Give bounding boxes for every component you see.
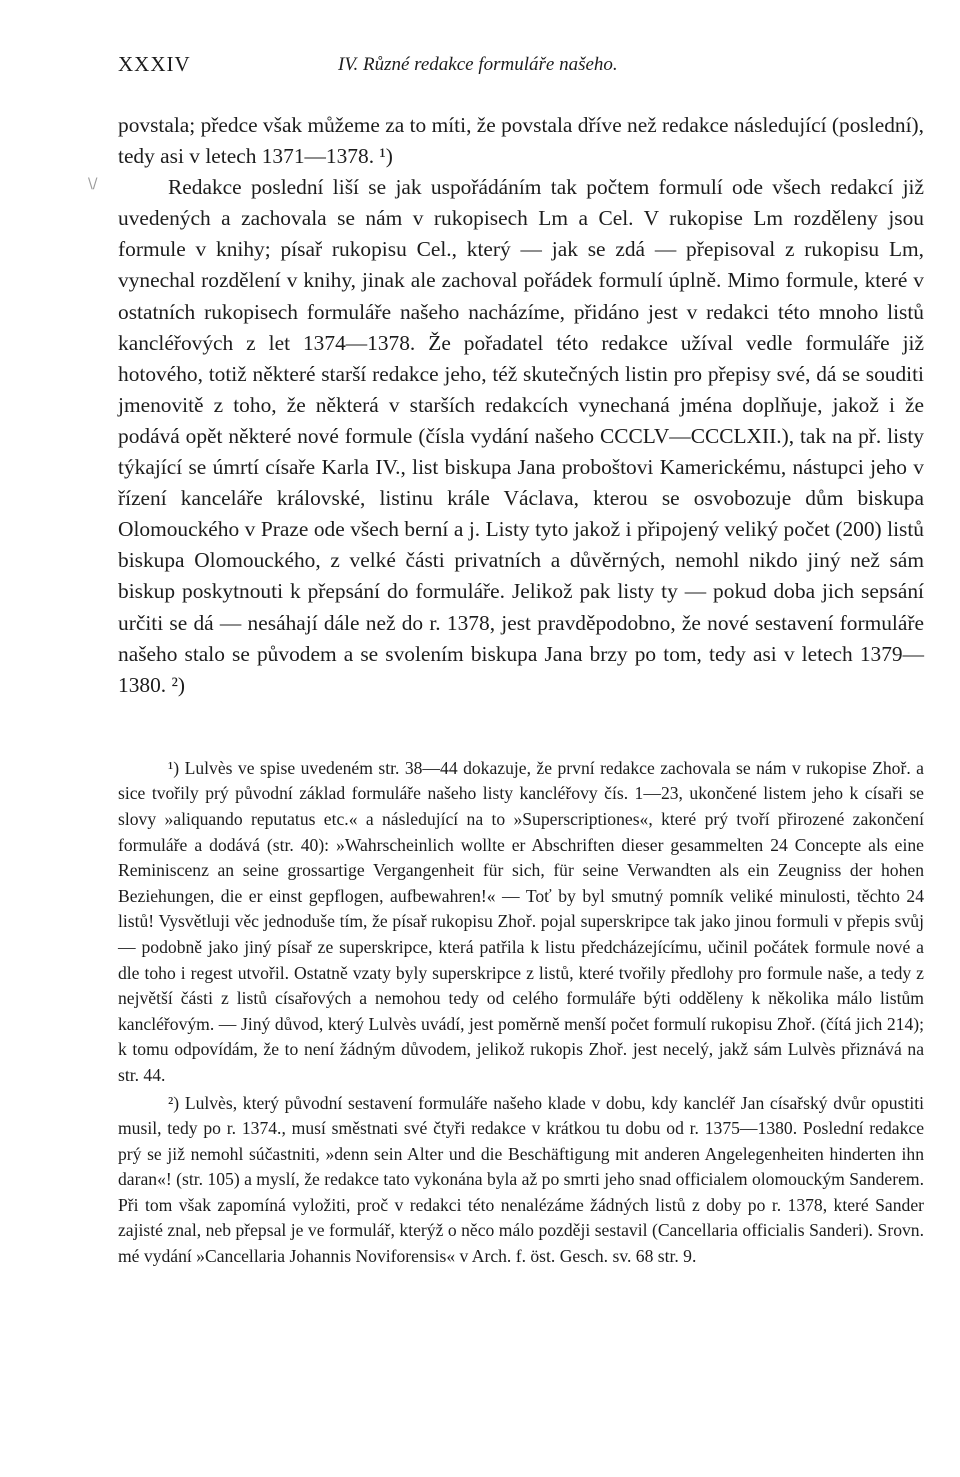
running-header bbox=[118, 52, 924, 82]
page-number: XXXIV bbox=[118, 52, 191, 76]
document-page bbox=[118, 52, 924, 1270]
footnote-1: ¹) Lulvès ve spise uvedeném str. 38—44 dokazuje, že první redakce zachovala se nám v rukopise Zhoř. a sice tvořily prý původní základ formuláře našeho listy kancléřovy čís. 1—23, ukončené listem jeho k císaři se slovy »aliquando reputatus etc.« a následující na to »Superscriptiones«, které prý tvoří přirozené zakončení formuláře a dodává (str. 40): »Wahrscheinlich wollte er Abschriften dieser gesammelten 24 Concepte als eine Reminiscenz an seine grossartige Vergangenheit für sich, für seine Verwandten als ein Zeugniss der hohen Beziehungen, die er einst gepflogen, aufbewahren!« — Toť by byl smutný pomník veliké minulosti, těchto 24 listů! Vysvětluji věc jednoduše tím, že písař rukopisu Zhoř. pojal superskripce tak jako jinou formuli v přepis svůj — podobně jako jiný písař ze superskripce, která patřila k listu předcházejícímu, učinil počátek formule nové a dle toho i regest utvořil. Ostatně vzaty byly superskripce z listů, které tvořily předlohy pro formule naše, a tedy z největší části z listů císařových a nemohou tedy od celého formuláře býti odděleny k několika málo listům kancléřovým. — Jiný důvod, který Lulvès uvádí, jest poměrně menší počet formulí rukopisu Zhoř. (čítá jich 214); k tomu odpovídám, že to není žádným důvodem, jelikož rukopis Zhoř. jest necelý, jakž sám Lulvès přiznává na str. 44. bbox=[118, 757, 924, 1085]
main-text bbox=[118, 110, 924, 701]
paragraph-continued: povstala; předce však můžeme za to míti, že povstala dříve než redakce následující (poslední), tedy asi v letech 1371—1378. ¹) bbox=[118, 113, 924, 169]
margin-pencil-mark: \/ bbox=[88, 176, 98, 192]
running-title: IV. Různé redakce formuláře našeho. bbox=[338, 54, 618, 75]
paragraph: Redakce poslední liší se jak uspořádáním tak počtem formulí ode všech redakcí již uvedených a zachovala se nám v rukopisech Lm a Cel. V rukopise Lm rozděleny jsou formule v knihy; písař rukopisu Cel., který — jak se zdá — přepisoval z rukopisu Lm, vynechal rozdělení v knihy, jinak ale zachoval pořádek formulí úplně. Mimo formule, které v ostatních rukopisech formuláře našeho nacházíme, přidáno jest v redakci této mnoho listů kancléřových z let 1374—1378. Že pořadatel této redakce užíval vedle formuláře již hotového, totiž některé starší redakce jeho, též skutečných listin pro přepisy své, dá se souditi jmenovitě z toho, že některá v starších redakcích vynechaná jména doplňuje, jakož i že podává opět některé nové formule (čísla vydání našeho CCCLV—CCCLXII.), tak na př. listy týkající se úmrtí císaře Karla IV., list biskupa Jana proboštovi Kamerickému, nástupci jeho v řízení kanceláře královské, listinu krále Václava, kterou se osvobozuje dům biskupa Olomouckého v Praze ode všech berní a j. Listy tyto jakož i připojený veliký počet (200) listů biskupa Olomouckého, z velké části privatních a důvěrných, nemohl nikdo jiný než sám biskup poskytnouti k přepsání do formuláře. Jelikož pak listy ty — pokud doba jich sepsání určiti se dá — nesáhají dále než do r. 1378, jest pravděpodobno, že nové sestavení formuláře našeho stalo se původem a se svolením biskupa Jana brzy po tom, tedy asi v letech 1379—1380. ²) bbox=[118, 175, 924, 697]
footnote-2: ²) Lulvès, který původní sestavení formuláře našeho klade v dobu, kdy kancléř Jan císařský dvůr opustiti musil, tedy po r. 1374., musí směstnati své čtyři redakce v krátkou tu dobu od r. 1375—1380. Poslední redakce prý se již nemohl súčastniti, »denn sein Alter und die Beschäftigung mit anderen Angelegenheiten hinderten ihn daran«! (str. 105) a myslí, že redakce tato vykonána byla až po smrti jeho snad officialem olomouckým Sanderem. Při tom však zapomíná vyložiti, proč v redakci této nenalézáme žádných listů z doby po r. 1378, které Sander zajisté znal, neb přepsal je ve formulář, kterýž o něco málo později sestavil (Cancellaria officialis Sanderi). Srovn. mé vydání »Cancellaria Johannis Noviforensis« v Arch. f. öst. Gesch. sv. 68 str. 9. bbox=[118, 1092, 924, 1267]
footnotes bbox=[118, 756, 924, 1270]
